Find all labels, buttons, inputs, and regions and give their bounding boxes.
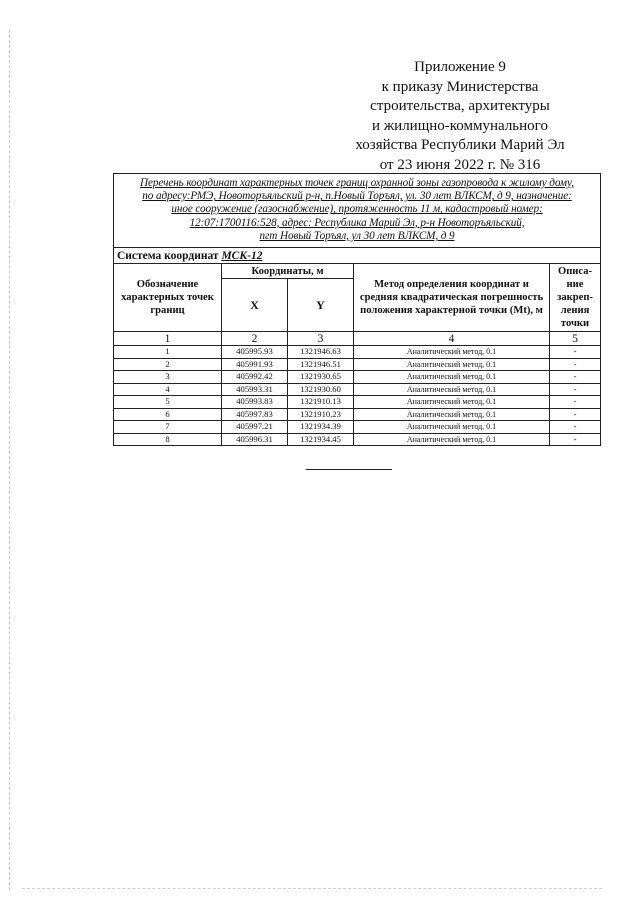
header-line: хозяйства Республики Марий Эл	[355, 137, 565, 153]
cell-method: Аналитический метод, 0.1	[354, 358, 550, 371]
col-point-header: Обозначение характерных точек границ	[114, 264, 222, 332]
header-line: строительства, архитектуры	[370, 98, 550, 114]
table-row	[114, 396, 601, 409]
cell-desc: -	[550, 408, 601, 421]
caption-line: Перечень координат характерных точек границ охранной зоны газопровода к жилому дому,	[140, 177, 574, 189]
cell-method: Аналитический метод, 0.1	[354, 421, 550, 434]
table-row	[114, 421, 601, 434]
header-line: и жилищно-коммунального	[372, 117, 548, 134]
cell-method: Аналитический метод, 0.1	[354, 396, 550, 409]
table-body	[114, 174, 601, 446]
caption-line: по адресу:РМЭ, Новоторъяльский р-н, п.Новый Торъял, ул. 30 лет ВЛКСМ, д 9, назначение:	[142, 190, 572, 203]
caption-line: пгт Новый Торъял, ул 30 лет ВЛКСМ, д 9	[259, 229, 455, 242]
col-coords-header: Координаты, м	[222, 264, 354, 279]
header-line: Приложение 9	[414, 59, 506, 75]
cell-y: 1321910.13	[288, 396, 354, 409]
cell-y: 1321946.63	[288, 346, 354, 359]
header-row	[114, 264, 601, 279]
desc-header-line: Описа-	[557, 266, 593, 278]
desc-header-line: закреп-	[557, 292, 593, 304]
table-row	[114, 346, 601, 359]
cell-point: 5	[114, 396, 222, 409]
caption-line: 12:07:1700116:528, адрес: Республика Марий Эл, р-н Новоторъяльский,	[189, 216, 525, 229]
cell-point: 7	[114, 421, 222, 434]
col-x-header: X	[222, 279, 288, 332]
cell-y: 1321946.51	[288, 358, 354, 371]
column-number: 2	[222, 332, 288, 346]
cell-desc: -	[550, 421, 601, 434]
cell-desc: -	[550, 383, 601, 396]
cell-x: 405993.83	[222, 396, 288, 409]
cell-x: 405992.42	[222, 371, 288, 384]
desc-header-line: ления	[560, 305, 590, 317]
cell-method: Аналитический метод, 0.1	[354, 433, 550, 446]
cell-point: 2	[114, 358, 222, 371]
cell-x: 405993.31	[222, 383, 288, 396]
cell-point: 8	[114, 433, 222, 446]
column-number: 3	[288, 332, 354, 346]
cell-desc: -	[550, 433, 601, 446]
cell-x: 405996.31	[222, 433, 288, 446]
table-caption	[114, 174, 601, 248]
caption-line: иное сооружение (газоснабжение), протяженность 11 м, кадастровый номер:	[171, 203, 543, 216]
header-line: к приказу Министерства	[381, 78, 539, 95]
table-row	[114, 433, 601, 446]
cell-point: 6	[114, 408, 222, 421]
cell-y: 1321930.65	[288, 371, 354, 384]
cell-y: 1321934.39	[288, 421, 354, 434]
cell-method: Аналитический метод, 0.1	[354, 408, 550, 421]
col-y-header: Y	[288, 279, 354, 332]
column-number: 1	[114, 332, 222, 346]
cell-x: 405991.93	[222, 358, 288, 371]
column-numbers-row	[114, 332, 601, 346]
closing-separator-line	[306, 469, 392, 470]
cell-desc: -	[550, 396, 601, 409]
appendix-header	[330, 58, 590, 175]
table-row	[114, 383, 601, 396]
cell-desc: -	[550, 358, 601, 371]
coordinate-system-row	[114, 248, 601, 264]
coordinate-system	[114, 248, 601, 264]
col-desc-header	[550, 264, 601, 332]
cell-y: 1321910.23	[288, 408, 354, 421]
column-number: 4	[354, 332, 550, 346]
scan-margin-line	[9, 30, 10, 890]
table-row	[114, 408, 601, 421]
cell-method: Аналитический метод, 0.1	[354, 371, 550, 384]
cell-x: 405995.93	[222, 346, 288, 359]
col-method-header: Метод определения координат и средняя квадратическая погрешность положения характерной точки (Mt), м	[354, 264, 550, 332]
header-line: от 23 июня 2022 г. № 316	[379, 156, 541, 173]
cell-point: 3	[114, 371, 222, 384]
cell-x: 405997.21	[222, 421, 288, 434]
system-label: Система координат	[117, 249, 219, 262]
cell-desc: -	[550, 346, 601, 359]
desc-header-line: точки	[560, 318, 590, 330]
cell-desc: -	[550, 371, 601, 384]
column-number: 5	[550, 332, 601, 346]
table-row	[114, 358, 601, 371]
cell-y: 1321934.45	[288, 433, 354, 446]
cell-method: Аналитический метод, 0.1	[354, 346, 550, 359]
cell-x: 405997.83	[222, 408, 288, 421]
table-row	[114, 371, 601, 384]
cell-y: 1321930.60	[288, 383, 354, 396]
cell-point: 4	[114, 383, 222, 396]
cell-point: 1	[114, 346, 222, 359]
cell-method: Аналитический метод, 0.1	[354, 383, 550, 396]
coordinates-table	[113, 173, 601, 446]
caption-row	[114, 174, 601, 248]
scan-bottom-line	[22, 888, 602, 889]
system-value: МСК-12	[221, 249, 263, 262]
desc-header-line: ние	[566, 279, 584, 291]
